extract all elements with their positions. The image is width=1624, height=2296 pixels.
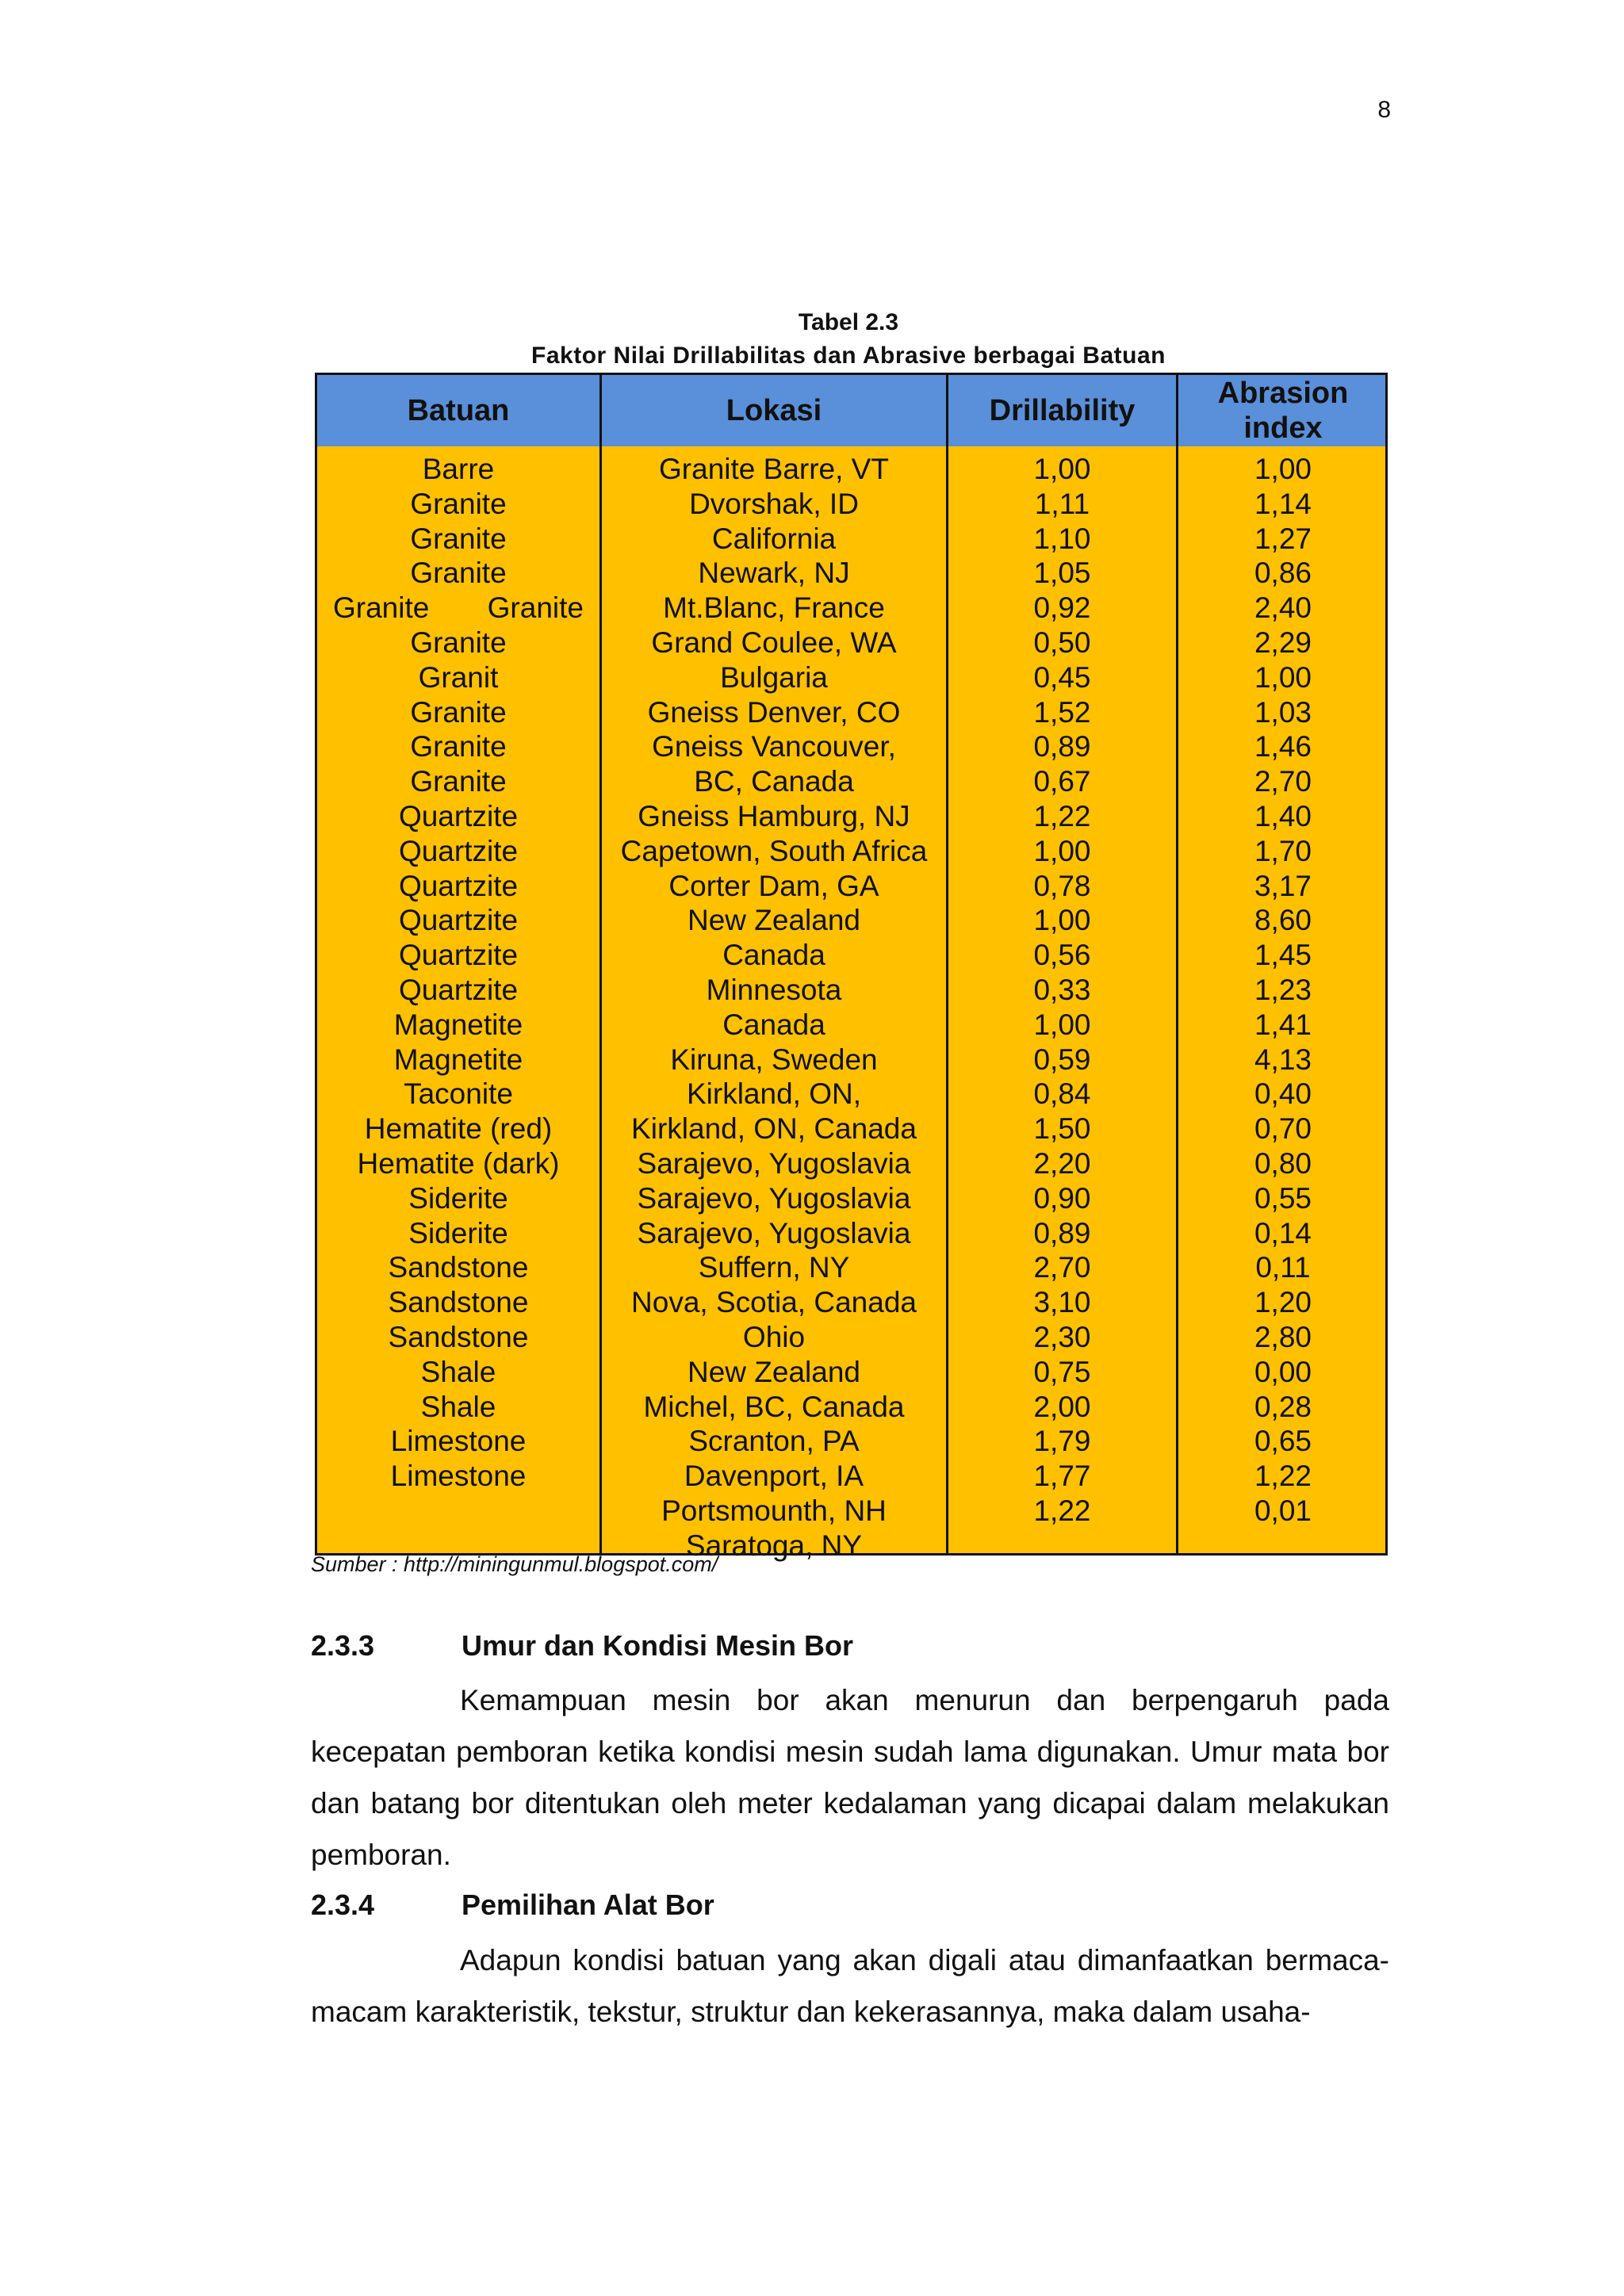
table-caption-subtitle: Faktor Nilai Drillabilitas dan Abrasive berbagai Batuan [531, 342, 1166, 369]
table-cell-lokasi: Mt.Blanc, France [663, 591, 885, 625]
table-cell-drillability: 1,22 [1033, 799, 1091, 832]
table-cell-abrasion: 0,55 [1254, 1181, 1312, 1215]
section-title: Pemilihan Alat Bor [462, 1888, 714, 1921]
table-cell-drillability: 0,33 [1033, 973, 1091, 1006]
table-cell-drillability: 0,78 [1033, 869, 1091, 902]
table-cell-abrasion: 1,00 [1254, 660, 1312, 694]
table-cell-drillability: 1,00 [1033, 453, 1091, 485]
table-cell-abrasion: 1,00 [1254, 453, 1312, 485]
paragraph-text: Kemampuan mesin bor akan menurun dan berpengaruh pada kecepatan pemboran ketika kondisi mesin sudah lama digunakan. Umur mata bor dan batang bor ditentukan oleh meter kedalaman yang dicapai dalam melakukan pemboran. [311, 1684, 1389, 1871]
table-header-row [317, 375, 1385, 449]
table-cell-batuan: Shale [420, 1390, 496, 1423]
table-cell-batuan: Taconite [404, 1077, 513, 1111]
table-source-note: Sumber : http://miningunmul.blogspot.com/ [311, 1552, 718, 1576]
table-cell-lokasi: Kirkland, ON, Canada [631, 1112, 917, 1146]
table-cell-batuan: Granite [410, 695, 507, 729]
column-abrasion-index [1178, 452, 1388, 1529]
table-cell-abrasion: 1,03 [1254, 695, 1312, 729]
table-cell-batuan: Sandstone [388, 1286, 529, 1319]
table-cell-batuan: Quartzite [398, 799, 519, 832]
table-caption-title: Tabel 2.3 [798, 309, 899, 335]
table-cell-drillability: 0,56 [1033, 939, 1091, 972]
table-cell-abrasion: 2,80 [1254, 1320, 1312, 1353]
table-cell-abrasion: 1,41 [1254, 1008, 1312, 1041]
table-cell-batuan: Limestone [390, 1425, 527, 1458]
table-cell-batuan: Magnetite [393, 1043, 523, 1076]
table-cell-lokasi: Minnesota [706, 973, 842, 1006]
table-cell-batuan: Granite [410, 730, 507, 763]
table-cell-batuan: Quartzite [398, 939, 519, 972]
table-cell-lokasi: Corter Dam, GA [668, 869, 879, 902]
table-cell-drillability: 3,10 [1033, 1286, 1091, 1319]
table-cell-drillability: 0,59 [1033, 1043, 1091, 1076]
table-cell-lokasi: Sarajevo, Yugoslavia [637, 1216, 911, 1249]
table-cell-lokasi: Gneiss Vancouver, [652, 730, 896, 763]
table-cell-abrasion: 1,70 [1254, 834, 1312, 867]
table-cell-drillability: 1,10 [1033, 522, 1091, 555]
table-cell-abrasion: 0,40 [1254, 1077, 1312, 1111]
table-cell-drillability: 0,89 [1033, 730, 1091, 763]
table-cell-lokasi: New Zealand [687, 1355, 860, 1388]
table-cell-abrasion: 0,28 [1254, 1390, 1312, 1423]
table-cell-drillability: 1,77 [1033, 1460, 1091, 1493]
header-batuan: Batuan [407, 394, 510, 427]
table-cell-batuan: Quartzite [398, 904, 519, 937]
table-cell-lokasi: Scranton, PA [688, 1425, 860, 1458]
table-cell-batuan: Granite [410, 487, 507, 520]
header-drillability: Drillability [989, 394, 1136, 427]
table-cell-batuan-part: Granite [333, 591, 430, 625]
table-cell-drillability: 1,11 [1034, 487, 1090, 520]
table-cell-lokasi: Kirkland, ON, [686, 1077, 861, 1111]
section-number: 2.3.4 [311, 1888, 375, 1921]
table-cell-abrasion: 2,70 [1254, 765, 1312, 798]
table-cell-abrasion: 2,29 [1254, 626, 1312, 659]
table-cell-lokasi: Sarajevo, Yugoslavia [637, 1146, 911, 1180]
table-cell-batuan: Hematite (dark) [357, 1146, 560, 1180]
table-cell-batuan: Shale [420, 1355, 496, 1388]
table-cell-abrasion: 1,23 [1254, 973, 1312, 1006]
table-cell-abrasion: 0,86 [1254, 557, 1312, 590]
table-cell-batuan: Sandstone [388, 1251, 529, 1284]
table-cell-drillability: 0,75 [1033, 1355, 1091, 1388]
table-cell-batuan: Granite [410, 626, 507, 659]
table-cell-abrasion: 1,46 [1254, 730, 1312, 763]
table-cell-abrasion: 1,27 [1254, 522, 1312, 555]
table-cell-lokasi: Newark, NJ [698, 557, 850, 590]
table-cell-abrasion: 8,60 [1254, 904, 1312, 937]
table-cell-lokasi: Gneiss Hamburg, NJ [638, 799, 910, 832]
table-cell-drillability: 0,90 [1033, 1181, 1091, 1215]
table-cell-batuan: Quartzite [398, 834, 519, 867]
table-cell-drillability: 2,00 [1033, 1390, 1091, 1423]
table-cell-abrasion: 4,13 [1254, 1043, 1312, 1076]
table-cell-abrasion: 0,80 [1254, 1146, 1312, 1180]
section-number: 2.3.3 [311, 1629, 375, 1662]
table-cell-batuan: Quartzite [398, 869, 519, 902]
table-cell-batuan-part: Granite [487, 591, 584, 625]
table-cell-batuan: Siderite [408, 1181, 508, 1215]
table-cell-abrasion: 0,11 [1255, 1251, 1311, 1284]
table-cell-lokasi: Suffern, NY [698, 1251, 850, 1284]
table-cell-lokasi: Kiruna, Sweden [670, 1043, 878, 1076]
table-cell-lokasi: Saratoga, NY [685, 1529, 863, 1562]
table-cell-abrasion: 1,40 [1254, 799, 1312, 832]
table-cell-abrasion: 1,14 [1254, 487, 1312, 520]
page-number: 8 [1377, 97, 1391, 123]
table-cell-lokasi: Canada [722, 1008, 825, 1041]
section-paragraph [311, 1934, 1389, 2038]
table-cell-lokasi: Ohio [742, 1320, 806, 1353]
column-divider [599, 375, 602, 1553]
rock-drillability-table [315, 373, 1388, 1562]
column-divider [946, 375, 948, 1553]
table-cell-abrasion: 2,40 [1254, 591, 1312, 625]
table-cell-drillability: 1,05 [1033, 557, 1091, 590]
table-cell-abrasion: 1,45 [1254, 939, 1312, 972]
table-cell-abrasion: 0,70 [1254, 1112, 1312, 1146]
table-cell-lokasi: BC, Canada [694, 765, 854, 798]
table-cell-lokasi: Dvorshak, ID [689, 487, 859, 520]
table-cell-drillability: 0,84 [1033, 1077, 1091, 1111]
table-cell-batuan: Granit [418, 660, 499, 694]
table-cell-drillability: 0,89 [1033, 1216, 1091, 1249]
table-cell-drillability: 1,52 [1033, 695, 1091, 729]
table-cell-batuan [317, 591, 599, 626]
table-cell-drillability: 2,30 [1033, 1320, 1091, 1353]
column-divider [1176, 375, 1178, 1553]
paragraph-text: Adapun kondisi batuan yang akan digali atau dimanfaatkan bermaca-macam karakteristik, tekstur, struktur dan kekerasannya, maka dalam usaha- [311, 1944, 1389, 2028]
table-cell-abrasion: 1,22 [1254, 1460, 1312, 1493]
table-cell-batuan: Hematite (red) [364, 1112, 553, 1146]
table-cell-batuan: Quartzite [398, 973, 519, 1006]
table-cell-drillability: 1,79 [1033, 1425, 1091, 1458]
table-cell-drillability: 0,67 [1033, 765, 1091, 798]
section-paragraph [311, 1674, 1389, 1881]
column-lokasi [602, 452, 946, 1563]
table-cell-lokasi: California [711, 522, 837, 555]
table-cell-abrasion: 0,65 [1254, 1425, 1312, 1458]
table-cell-drillability: 0,45 [1033, 660, 1091, 694]
table-cell-abrasion: 3,17 [1254, 869, 1312, 902]
column-drillability [948, 452, 1176, 1529]
table-cell-drillability: 2,20 [1033, 1146, 1091, 1180]
table-cell-lokasi: Davenport, IA [684, 1460, 864, 1493]
table-cell-abrasion: 1,20 [1254, 1286, 1312, 1319]
section-title: Umur dan Kondisi Mesin Bor [462, 1629, 854, 1662]
table-cell-lokasi: Michel, BC, Canada [643, 1390, 905, 1423]
table-cell-lokasi: Nova, Scotia, Canada [631, 1286, 917, 1319]
table-cell-batuan: Siderite [408, 1216, 508, 1249]
table-cell-lokasi: Capetown, South Africa [620, 834, 928, 867]
table-cell-batuan: Granite [410, 765, 507, 798]
table-cell-lokasi: Granite Barre, VT [659, 453, 889, 485]
table-cell-drillability: 1,00 [1033, 1008, 1091, 1041]
table-cell-drillability: 1,00 [1033, 834, 1091, 867]
header-abrasion-index: Abrasion index [1217, 377, 1349, 445]
table-cell-batuan: Granite [410, 522, 507, 555]
table-cell-batuan: Sandstone [388, 1320, 529, 1353]
table-cell-drillability: 1,00 [1033, 904, 1091, 937]
table-cell-drillability: 1,22 [1033, 1494, 1091, 1527]
table-body [317, 446, 1385, 1562]
table-cell-lokasi: Gneiss Denver, CO [647, 695, 901, 729]
table-cell-drillability: 2,70 [1033, 1251, 1091, 1284]
table-cell-lokasi: Canada [722, 939, 825, 972]
table-cell-abrasion: 0,00 [1254, 1355, 1312, 1388]
table-cell-lokasi: Sarajevo, Yugoslavia [637, 1181, 911, 1215]
table-cell-lokasi: Grand Coulee, WA [651, 626, 897, 659]
table-cell-drillability: 1,50 [1033, 1112, 1091, 1146]
table-cell-abrasion: 0,14 [1254, 1216, 1312, 1249]
table-cell-batuan: Limestone [390, 1460, 527, 1493]
table-cell-lokasi: New Zealand [687, 904, 860, 937]
header-lokasi: Lokasi [726, 394, 822, 427]
table-cell-batuan: Barre [422, 453, 495, 485]
table-cell-batuan: Granite [410, 557, 507, 590]
table-cell-lokasi: Bulgaria [720, 660, 828, 694]
table-cell-drillability: 0,50 [1033, 626, 1091, 659]
table-cell-abrasion: 0,01 [1254, 1494, 1312, 1527]
table-cell-batuan: Magnetite [393, 1008, 523, 1041]
column-batuan [317, 452, 599, 1494]
table-cell-lokasi: Portsmounth, NH [661, 1494, 887, 1527]
table-cell-drillability: 0,92 [1033, 591, 1091, 625]
